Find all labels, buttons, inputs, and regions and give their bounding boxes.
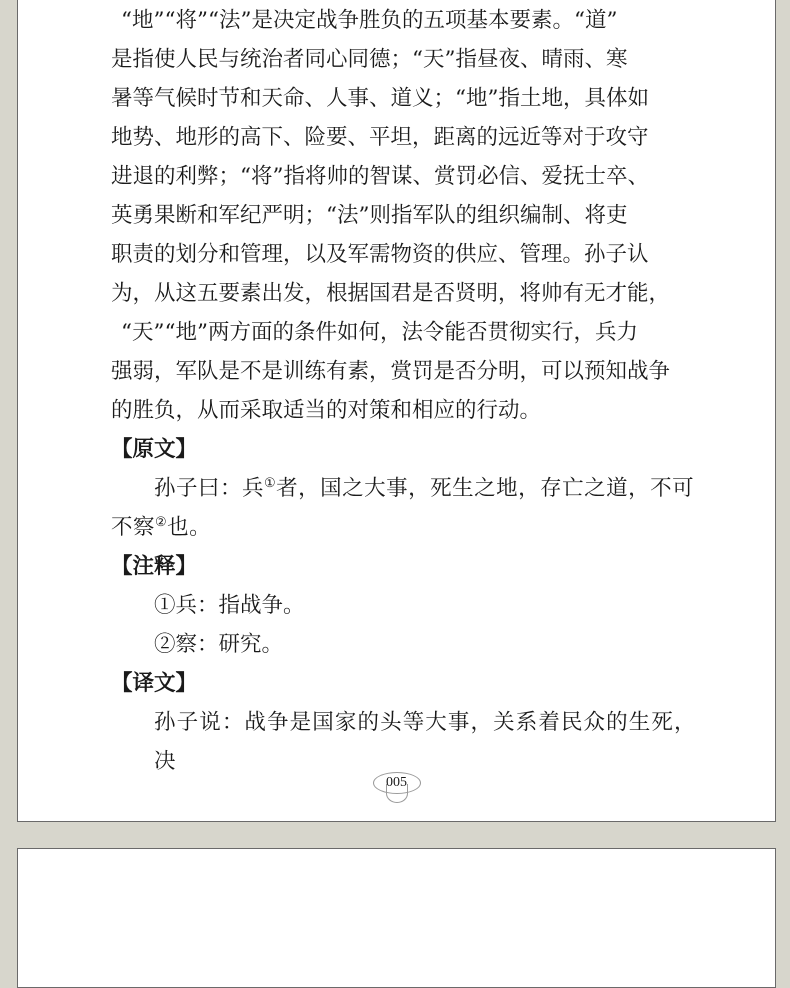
original-text <box>111 469 696 547</box>
original-text-part: 不察 <box>111 515 156 540</box>
note-item: ②察：研究。 <box>154 632 284 657</box>
page-content <box>111 0 696 781</box>
body-line: “天”“地”两方面的条件如何，法令能否贯彻实行，兵力 <box>121 320 638 345</box>
body-line: 是指使人民与统治者同心同德；“天”指昼夜、晴雨、寒 <box>111 47 628 72</box>
original-text-part: 者，国之大事，死生之地，存亡之道，不可 <box>276 476 695 501</box>
original-line-1 <box>111 469 696 508</box>
body-line: “地”“将”“法”是决定战争胜负的五项基本要素。“道” <box>121 8 618 33</box>
body-line: 暑等气候时节和天命、人事、道义；“地”指土地，具体如 <box>111 86 649 111</box>
body-line: 强弱，军队是不是训练有素，赏罚是否分明，可以预知战争 <box>111 359 671 384</box>
body-line: 英勇果断和军纪严明；“法”则指军队的组织编制、将吏 <box>111 203 628 228</box>
original-text-part: 也。 <box>167 515 212 540</box>
body-line: 进退的利弊；“将”指将帅的智谋、赏罚必信、爱抚士卒、 <box>111 164 649 189</box>
notes-heading: 【注释】 <box>111 554 198 579</box>
footnote-mark: ① <box>264 476 277 491</box>
body-line: 职责的划分和管理，以及军需物资的供应、管理。孙子认 <box>111 242 649 267</box>
footnote-mark: ② <box>155 515 168 530</box>
original-text-heading: 【原文】 <box>111 437 198 462</box>
note-item: ①兵：指战争。 <box>154 593 305 618</box>
body-line: 为，从这五要素出发，根据国君是否贤明，将帅有无才能， <box>111 281 671 306</box>
body-paragraph <box>111 0 696 430</box>
body-line: 的胜负，从而采取适当的对策和相应的行动。 <box>111 398 542 423</box>
next-book-page <box>17 848 776 988</box>
page-number: 005 <box>386 775 407 790</box>
translation-text: 孙子说：战争是国家的头等大事，关系着民众的生死，决 <box>154 710 696 774</box>
original-text-part: 孙子曰：兵 <box>154 476 265 501</box>
page-number-badge <box>373 772 421 804</box>
original-line-2 <box>111 508 696 547</box>
translation-heading: 【译文】 <box>111 671 198 696</box>
book-page <box>17 0 776 822</box>
body-line: 地势、地形的高下、险要、平坦，距离的远近等对于攻守 <box>111 125 649 150</box>
